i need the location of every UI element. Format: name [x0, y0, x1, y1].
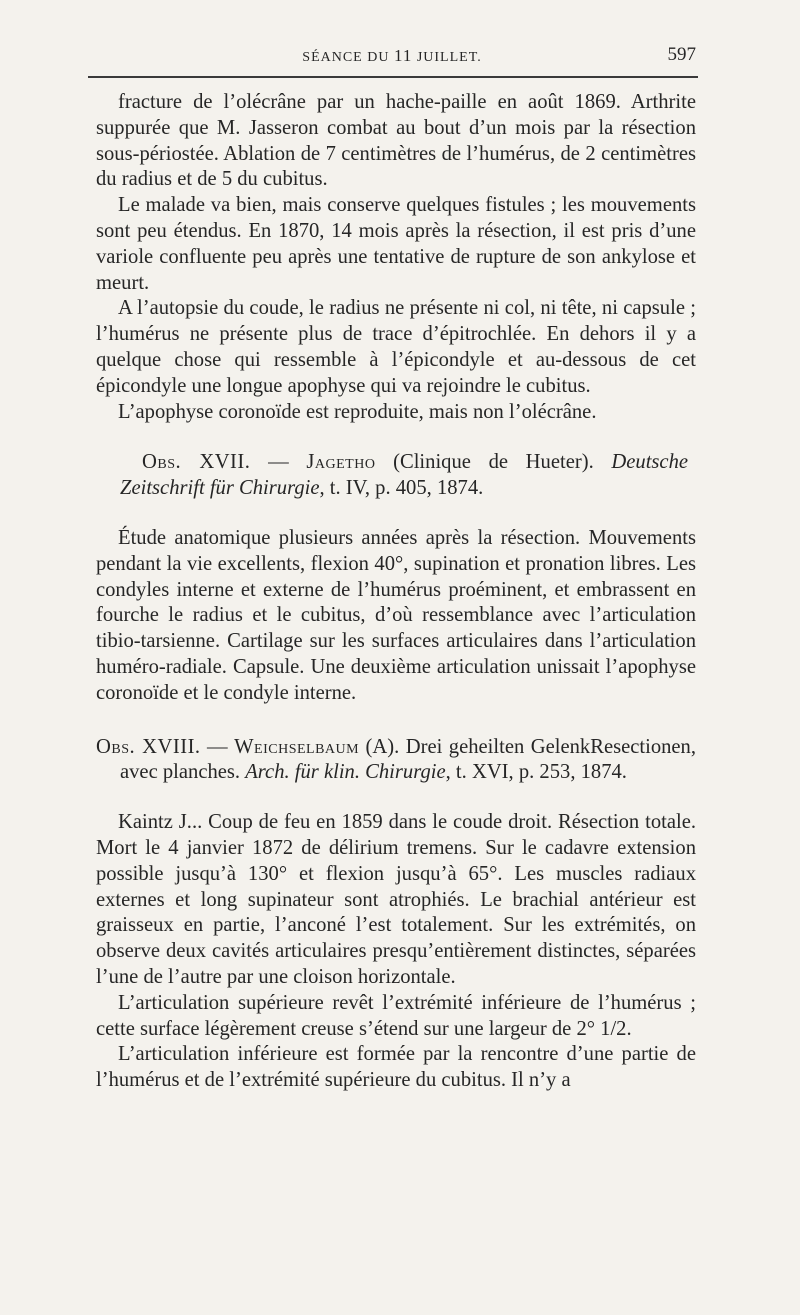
- observation-label: Obs. XVII.: [142, 451, 251, 474]
- observation-text: (A). Drei geheilten GelenkResectionen, avec planches.: [120, 735, 696, 784]
- observation-author: Jagetho: [306, 451, 376, 474]
- running-title-pre: SÉANCE DU: [302, 50, 394, 65]
- observation-author: Weichselbaum: [234, 735, 360, 758]
- page-number: 597: [667, 44, 696, 65]
- paragraph: Le malade va bien, mais conserve quelques fistules ; les mouvements sont peu étendus. En 1870, 14 mois après la résection, il est pris d’une variole confluente peu après une tentative de rupture de son ankylose et meurt.: [96, 194, 696, 294]
- observation-heading: [96, 735, 696, 787]
- observation-dash: —: [200, 735, 235, 758]
- paragraph: Kaintz J... Coup de feu en 1859 dans le coude droit. Résection totale. Mort le 4 janvier 1872 de délirium tremens. Sur le cadavre extension possible jusqu’à 130° et flexion jusqu’à 65°. Les muscles radiaux externes et long supinateur sont atrophiés. Le brachial antérieur est graisseux en partie, l’anconé l’est totalement. Sur les extrémités, on observe deux cavités articulaires presqu’entièrement distinctes, séparées l’une de l’autre par une cloison horizontale.: [96, 811, 696, 988]
- body-text: [96, 90, 696, 1094]
- observation-reference: , t. XVI, p. 253, 1874.: [445, 761, 627, 784]
- observation-label: Obs. XVIII.: [96, 735, 201, 758]
- running-title-post: JUILLET.: [412, 50, 482, 65]
- observation-dash: —: [250, 451, 307, 474]
- observation-text: (Clinique de Hueter).: [375, 451, 612, 474]
- paragraph: Étude anatomique plusieurs années après la résection. Mouvements pendant la vie excellents, flexion 40°, supination et pronation libres. Les condyles interne et externe de l’humérus proéminent, et embrassent en fourche le radius et le cubitus, d’où ressemblance avec l’articulation tibio-tarsienne. Cartilage sur les surfaces articulaires dans l’articulation huméro-radiale. Capsule. Une deuxième articulation unissait l’apophyse coronoïde et le condyle interne.: [96, 526, 696, 704]
- running-title: [88, 46, 696, 66]
- running-head: [88, 44, 696, 72]
- observation-journal: Deutsche Zeitschrift für Chirurgie: [120, 451, 689, 500]
- running-title-day: 11: [393, 46, 413, 65]
- paragraph: L’articulation inférieure est formée par la rencontre d’une partie de l’humérus et de l’extrémité supérieure du cubitus. Il n’y a: [96, 1043, 696, 1092]
- paragraph: A l’autopsie du coude, le radius ne présente ni col, ni tête, ni capsule ; l’humérus ne présente plus de trace d’épitrochlée. En dehors il y a quelque chose qui ressemble à l’épicondyle et au-dessous de cet épicondyle une longue apophyse qui va rejoindre le cubitus.: [96, 297, 696, 397]
- paragraph-continued: fracture de l’olécrâne par un hache-paille en août 1869. Arthrite suppurée que M. Jasseron combat au bout d’un mois par la résection sous-périostée. Ablation de 7 centimètres de l’humérus, de 2 centimètres du radius et de 5 du cubitus.: [96, 91, 696, 191]
- observation-reference: , t. IV, p. 405, 1874.: [319, 477, 484, 500]
- paragraph: L’apophyse coronoïde est reproduite, mais non l’olécrâne.: [118, 400, 597, 423]
- observation-journal: Arch. für klin. Chirurgie: [245, 761, 446, 784]
- header-rule: [88, 76, 698, 78]
- paragraph: L’articulation supérieure revêt l’extrémité inférieure de l’humérus ; cette surface légèrement creuse s’étend sur une largeur de 2° 1/2.: [96, 991, 696, 1040]
- observation-heading: [96, 450, 696, 502]
